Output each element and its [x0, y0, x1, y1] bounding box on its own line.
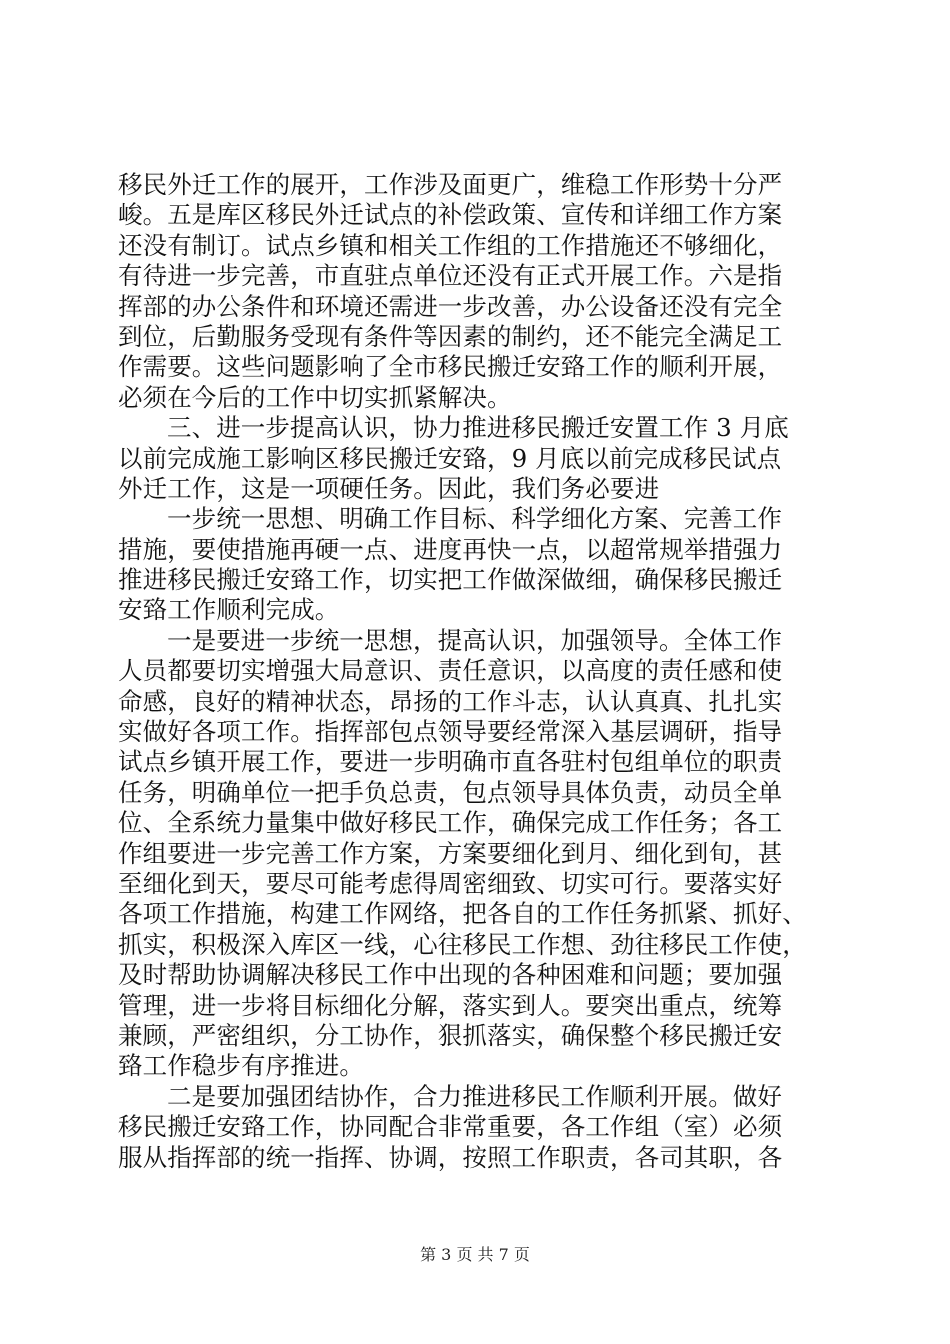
text-line: 挥部的办公条件和环境还需进一步改善，办公设备还没有完全	[118, 291, 783, 321]
text-line: 三、进一步提高认识，协力推进移民搬迁安置工作 3 月底	[167, 413, 789, 443]
text-line: 安臵工作顺利完成。	[118, 595, 340, 625]
text-line: 臵工作稳步有序推进。	[118, 1051, 364, 1081]
text-line: 人员都要切实增强大局意识、责任意识，以高度的责任感和使	[118, 656, 783, 686]
text-line: 到位，后勤服务受现有条件等因素的制约，还不能完全满足工	[118, 321, 783, 351]
text-line: 作需要。这些问题影响了全市移民搬迁安臵工作的顺利开展，	[118, 352, 783, 382]
document-body	[118, 170, 838, 1173]
text-line: 兼顾，严密组织，分工协作，狠抓落实，确保整个移民搬迁安	[118, 1020, 783, 1050]
text-line: 必须在今后的工作中切实抓紧解决。	[118, 382, 512, 412]
text-line: 二是要加强团结协作，合力推进移民工作顺利开展。做好	[167, 1081, 782, 1111]
text-line: 措施，要使措施再硬一点、进度再快一点，以超常规举措强力	[118, 534, 783, 564]
page-footer: 第 3 页 共 7 页	[420, 1245, 530, 1264]
text-line: 一是要进一步统一思想，提高认识，加强领导。全体工作	[167, 625, 782, 655]
text-line: 有待进一步完善，市直驻点单位还没有正式开展工作。六是指	[118, 261, 783, 291]
text-line: 试点乡镇开展工作，要进一步明确市直各驻村包组单位的职责	[118, 747, 783, 777]
text-line: 位、全系统力量集中做好移民工作，确保完成工作任务；各工	[118, 808, 783, 838]
text-line: 各项工作措施，构建工作网络，把各自的工作任务抓紧、抓好、	[118, 899, 807, 929]
text-line: 及时帮助协调解决移民工作中出现的各种困难和问题；要加强	[118, 960, 783, 990]
text-line: 一步统一思想、明确工作目标、科学细化方案、完善工作	[167, 504, 782, 534]
text-line: 外迁工作，这是一项硬任务。因此，我们务必要进	[118, 473, 660, 503]
text-line: 还没有制订。试点乡镇和相关工作组的工作措施还不够细化，	[118, 230, 783, 260]
text-line: 作组要进一步完善工作方案，方案要细化到月、细化到旬，甚	[118, 838, 783, 868]
text-line: 服从指挥部的统一指挥、协调，按照工作职责，各司其职，各	[118, 1142, 783, 1172]
text-line: 抓实，积极深入库区一线，心往移民工作想、劲往移民工作使，	[118, 929, 807, 959]
text-line: 任务，明确单位一把手负总责，包点领导具体负责，动员全单	[118, 777, 783, 807]
text-line: 峻。五是库区移民外迁试点的补偿政策、宣传和详细工作方案	[118, 200, 783, 230]
text-line: 推进移民搬迁安臵工作，切实把工作做深做细，确保移民搬迁	[118, 565, 783, 595]
text-line: 命感，良好的精神状态，昂扬的工作斗志，认认真真、扎扎实	[118, 686, 783, 716]
text-line: 管理，进一步将目标细化分解，落实到人。要突出重点，统筹	[118, 990, 783, 1020]
text-line: 移民搬迁安臵工作，协同配合非常重要，各工作组（室）必须	[118, 1112, 783, 1142]
text-line: 实做好各项工作。指挥部包点领导要经常深入基层调研，指导	[118, 717, 783, 747]
text-line: 至细化到天，要尽可能考虑得周密细致、切实可行。要落实好	[118, 868, 783, 898]
text-line: 移民外迁工作的展开，工作涉及面更广，维稳工作形势十分严	[118, 170, 783, 199]
text-line: 以前完成施工影响区移民搬迁安臵，9 月底以前完成移民试点	[118, 443, 782, 473]
